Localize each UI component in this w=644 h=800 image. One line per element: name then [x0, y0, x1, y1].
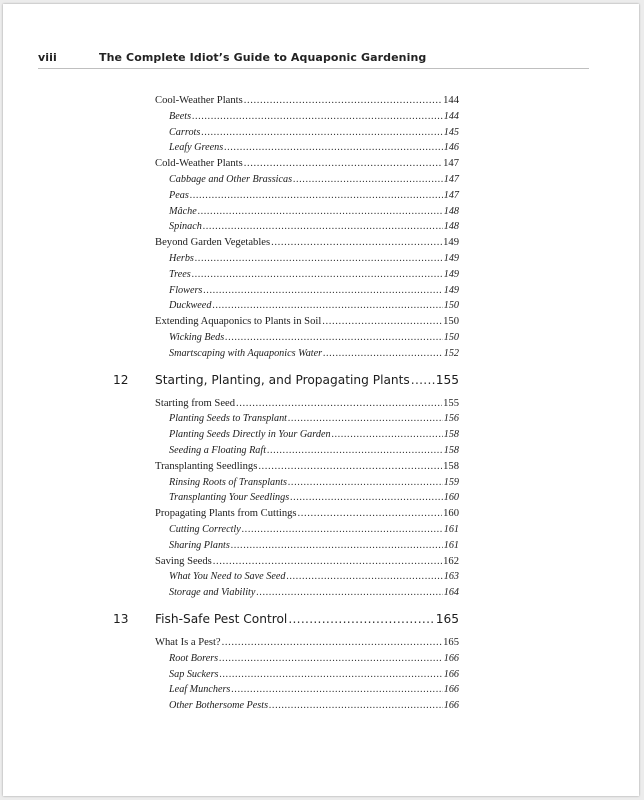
- toc-subsection-entry[interactable]: [169, 587, 459, 598]
- toc-page-number: 160: [443, 492, 459, 504]
- toc-entry-title: Rinsing Roots of Transplants: [169, 476, 288, 488]
- toc-entry-title: Planting Seeds to Transplant: [169, 413, 288, 425]
- toc-entry-title: Extending Aquaponics to Plants in Soil: [155, 316, 322, 328]
- dot-leader: [288, 413, 443, 424]
- toc-subsection-entry[interactable]: [169, 174, 459, 185]
- toc-page-number: 155: [435, 372, 459, 387]
- toc-page-number: 158: [443, 460, 459, 472]
- toc-entry-title: Herbs: [169, 253, 194, 264]
- toc-page-number: 147: [443, 174, 459, 185]
- toc-page-number: 155: [443, 397, 459, 409]
- toc-chapter-entry[interactable]: [113, 612, 459, 626]
- toc-subsection-entry[interactable]: [169, 429, 459, 440]
- toc-subsection-entry[interactable]: [169, 445, 459, 456]
- toc-entry-title: Leaf Munchers: [169, 684, 231, 696]
- toc-subsection-entry[interactable]: [169, 348, 459, 359]
- dot-leader: [258, 461, 442, 472]
- toc-section-entry[interactable]: [155, 637, 459, 648]
- toc-entry-title: Spinach: [169, 221, 202, 233]
- toc-page-number: 161: [443, 524, 459, 535]
- toc-entry-title: Duckweed: [169, 300, 212, 312]
- toc-entry-title: What Is a Pest?: [155, 637, 221, 648]
- dot-leader: [219, 653, 443, 664]
- toc-page-number: 162: [443, 555, 459, 567]
- dot-leader: [224, 142, 442, 153]
- toc-entry-title: Cool-Weather Plants: [155, 95, 243, 106]
- toc-section-entry[interactable]: [155, 461, 459, 472]
- toc-entry-title: Carrots: [169, 126, 201, 138]
- toc-entry-title: Transplanting Seedlings: [155, 460, 258, 472]
- dot-leader: [323, 348, 443, 359]
- toc-entry-title: Root Borers: [169, 652, 219, 664]
- toc-page-number: 144: [443, 95, 459, 106]
- toc-page-number: 166: [443, 700, 459, 712]
- toc-page-number: 161: [443, 539, 459, 551]
- toc-page-number: 149: [443, 284, 459, 296]
- dot-leader: [220, 669, 443, 680]
- toc-entry-title: Smartscaping with Aquaponics Water: [169, 347, 323, 359]
- toc-subsection-entry[interactable]: [169, 332, 459, 343]
- dot-leader: [195, 253, 443, 264]
- dot-leader: [267, 445, 443, 456]
- toc-page-number: 158: [443, 445, 459, 456]
- dot-leader: [271, 237, 442, 248]
- toc-page-number: 150: [443, 332, 459, 343]
- dot-leader: [288, 612, 434, 626]
- toc-page-number: 166: [443, 684, 459, 696]
- toc-entry-title: Storage and Viability: [169, 587, 256, 599]
- dot-leader: [236, 398, 442, 409]
- toc-page-number: 145: [443, 126, 459, 138]
- toc-page-number: 164: [443, 587, 459, 599]
- toc-entry-title: Seeding a Floating Raft: [169, 445, 267, 456]
- toc-page-number: 158: [443, 429, 459, 441]
- toc-page-number: 160: [443, 508, 459, 520]
- toc-entry-title: Flowers: [169, 284, 203, 296]
- toc-section-entry[interactable]: [155, 95, 459, 106]
- chapter-number: 12: [113, 372, 129, 387]
- dot-leader: [332, 429, 443, 440]
- toc-page-number: 148: [443, 205, 459, 217]
- dot-leader: [192, 111, 443, 122]
- dot-leader: [201, 127, 442, 138]
- toc-section-entry[interactable]: [155, 398, 459, 409]
- dot-leader: [288, 477, 443, 488]
- dot-leader: [213, 556, 442, 567]
- toc-entry-title: Propagating Plants from Cuttings: [155, 508, 297, 520]
- toc-page-number: 147: [443, 158, 459, 170]
- toc-entry-title: Trees: [169, 268, 191, 280]
- toc-entry-title: Transplanting Your Seedlings: [169, 492, 290, 504]
- toc-section-entry[interactable]: [155, 508, 459, 519]
- toc-entry-title: Saving Seeds: [155, 555, 212, 567]
- toc-page-number: 149: [443, 237, 459, 249]
- chapter-number: 13: [113, 612, 129, 626]
- document-page: [3, 4, 639, 796]
- dot-leader: [293, 174, 443, 185]
- toc-subsection-entry[interactable]: [169, 190, 459, 201]
- toc-entry-title: Mâche: [169, 205, 197, 217]
- toc-subsection-entry[interactable]: [169, 206, 459, 217]
- toc-subsection-entry[interactable]: [169, 684, 459, 695]
- toc-page-number: 148: [443, 221, 459, 233]
- toc-subsection-entry[interactable]: [169, 285, 459, 296]
- toc-chapter-entry[interactable]: [113, 373, 459, 387]
- dot-leader: [269, 700, 443, 711]
- toc-entry-title: Cold-Weather Plants: [155, 158, 243, 170]
- dot-leader: [203, 221, 443, 232]
- toc-subsection-entry[interactable]: [169, 142, 459, 153]
- toc-page-number: 149: [443, 268, 459, 280]
- toc-subsection-entry[interactable]: [169, 653, 459, 664]
- toc-page-number: 163: [443, 571, 459, 583]
- dot-leader: [190, 190, 443, 201]
- toc-subsection-entry[interactable]: [169, 111, 459, 122]
- toc-page-number: 150: [443, 300, 459, 312]
- toc-section-entry[interactable]: [155, 237, 459, 248]
- toc-subsection-entry[interactable]: [169, 524, 459, 535]
- toc-entry-title: Starting, Planting, and Propagating Plants: [155, 372, 410, 387]
- toc-page-number: 144: [443, 110, 459, 122]
- book-title: The Complete Idiot’s Guide to Aquaponic Gardening: [99, 51, 427, 64]
- toc-entry-title: Other Bothersome Pests: [169, 700, 269, 712]
- toc-page-number: 149: [443, 253, 459, 264]
- dot-leader: [244, 158, 442, 169]
- dot-leader: [222, 637, 443, 648]
- running-head: [38, 48, 589, 69]
- dot-leader: [192, 269, 443, 280]
- dot-leader: [212, 300, 442, 311]
- dot-leader: [231, 540, 443, 551]
- toc-page-number: 146: [443, 142, 459, 154]
- dot-leader: [286, 571, 442, 582]
- toc-page-number: 152: [443, 347, 459, 359]
- toc-entry-title: Peas: [169, 189, 189, 201]
- toc-page-number: 147: [443, 189, 459, 201]
- toc-entry-title: Wicking Beds: [169, 332, 225, 343]
- dot-leader: [231, 684, 442, 695]
- toc-page-number: 166: [443, 668, 459, 680]
- toc-entry-title: Beets: [169, 110, 192, 122]
- toc-subsection-entry[interactable]: [169, 700, 459, 711]
- toc-subsection-entry[interactable]: [169, 221, 459, 232]
- toc-subsection-entry[interactable]: [169, 540, 459, 551]
- toc-page-number: 165: [435, 612, 459, 626]
- toc-subsection-entry[interactable]: [169, 571, 459, 582]
- toc-subsection-entry[interactable]: [169, 669, 459, 680]
- toc-entry-title: Beyond Garden Vegetables: [155, 237, 271, 249]
- toc-entry-title: What You Need to Save Seed: [169, 571, 286, 583]
- dot-leader: [198, 206, 443, 217]
- toc-subsection-entry[interactable]: [169, 269, 459, 280]
- toc-entry-title: Cutting Correctly: [169, 524, 241, 535]
- toc-page-number: 159: [443, 476, 459, 488]
- toc-subsection-entry[interactable]: [169, 477, 459, 488]
- toc-entry-title: Sap Suckers: [169, 668, 219, 680]
- toc-subsection-entry[interactable]: [169, 413, 459, 424]
- toc-page-number: 165: [443, 637, 459, 648]
- toc-section-entry[interactable]: [155, 556, 459, 567]
- toc-page-number: 166: [443, 652, 459, 664]
- toc-entry-title: Starting from Seed: [155, 397, 236, 409]
- dot-leader: [225, 332, 443, 343]
- toc-entry-title: Planting Seeds Directly in Your Garden: [169, 429, 331, 441]
- dot-leader: [256, 587, 442, 598]
- toc-subsection-entry[interactable]: [169, 253, 459, 264]
- dot-leader: [242, 524, 443, 535]
- toc-page-number: 150: [443, 316, 459, 328]
- page-folio: viii: [38, 51, 57, 64]
- toc-page-number: 156: [443, 413, 459, 425]
- dot-leader: [298, 508, 443, 519]
- toc-entry-title: Cabbage and Other Brassicas: [169, 174, 293, 185]
- toc-entry-title: Fish-Safe Pest Control: [155, 612, 288, 626]
- dot-leader: [322, 316, 442, 327]
- dot-leader: [203, 285, 442, 296]
- dot-leader: [244, 95, 442, 106]
- toc-subsection-entry[interactable]: [169, 127, 459, 138]
- toc-subsection-entry[interactable]: [169, 492, 459, 503]
- dot-leader: [290, 492, 443, 503]
- toc-section-entry[interactable]: [155, 316, 459, 327]
- dot-leader: [411, 373, 435, 387]
- toc-section-entry[interactable]: [155, 158, 459, 169]
- toc-subsection-entry[interactable]: [169, 300, 459, 311]
- toc-entry-title: Sharing Plants: [169, 539, 230, 551]
- toc-entry-title: Leafy Greens: [169, 142, 224, 154]
